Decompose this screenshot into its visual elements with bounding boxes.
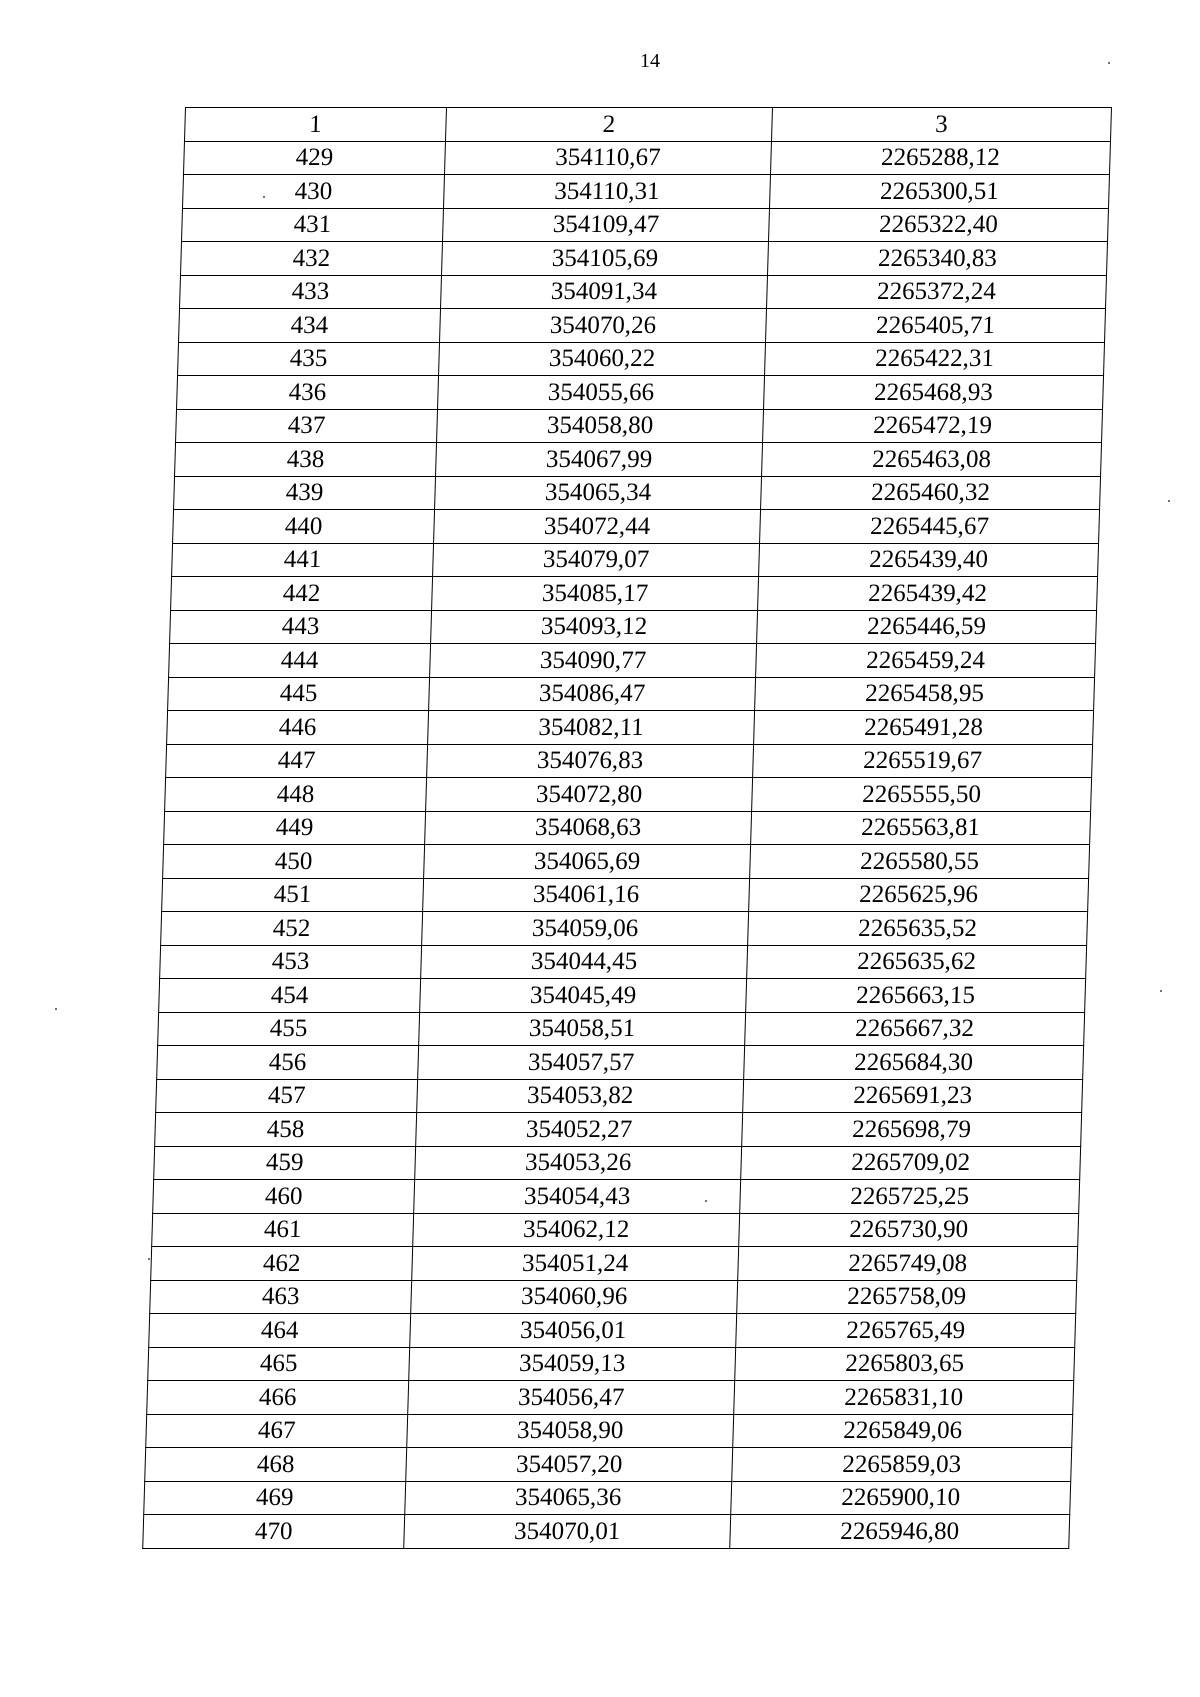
table-row: [171, 577, 1098, 611]
table-row: [151, 1247, 1078, 1281]
y-coordinate-cell: 2265340,83: [768, 242, 1108, 276]
table-row: [178, 342, 1105, 376]
table-row: [161, 912, 1088, 946]
y-coordinate-cell: 2265946,80: [730, 1515, 1070, 1549]
x-coordinate-cell: 354058,51: [419, 1012, 746, 1046]
coordinates-table-wrapper: [142, 107, 1110, 1547]
y-coordinate-cell: 2265555,50: [752, 778, 1092, 812]
scan-speck: [55, 1008, 57, 1010]
x-coordinate-cell: 354057,20: [406, 1448, 733, 1482]
point-number-cell: 439: [174, 476, 436, 510]
table-row: [144, 1481, 1071, 1515]
point-number-cell: 433: [180, 275, 442, 309]
point-number-cell: 465: [148, 1347, 410, 1381]
y-coordinate-cell: 2265491,28: [754, 711, 1094, 745]
point-number-cell: 464: [149, 1314, 411, 1348]
y-coordinate-cell: 2265300,51: [770, 175, 1110, 209]
point-number-cell: 436: [177, 376, 439, 410]
column-header: 2: [445, 108, 772, 142]
y-coordinate-cell: 2265663,15: [746, 979, 1086, 1013]
x-coordinate-cell: 354052,27: [416, 1113, 743, 1147]
x-coordinate-cell: 354058,90: [407, 1414, 734, 1448]
table-row: [160, 945, 1087, 979]
y-coordinate-cell: 2265372,24: [767, 275, 1107, 309]
y-coordinate-cell: 2265849,06: [733, 1414, 1073, 1448]
x-coordinate-cell: 354055,66: [438, 376, 765, 410]
x-coordinate-cell: 354070,01: [404, 1515, 731, 1549]
point-number-cell: 470: [143, 1515, 405, 1549]
table-row: [176, 409, 1103, 443]
page-number: 14: [640, 50, 660, 72]
point-number-cell: 457: [156, 1079, 418, 1113]
point-number-cell: 431: [182, 208, 444, 242]
table-row: [153, 1180, 1080, 1214]
table-row: [167, 711, 1094, 745]
point-number-cell: 463: [150, 1280, 412, 1314]
x-coordinate-cell: 354065,69: [424, 845, 751, 879]
x-coordinate-cell: 354061,16: [423, 878, 750, 912]
x-coordinate-cell: 354070,26: [440, 309, 767, 343]
x-coordinate-cell: 354059,06: [422, 912, 749, 946]
table-row: [168, 677, 1095, 711]
table-row: [179, 309, 1106, 343]
point-number-cell: 458: [155, 1113, 417, 1147]
table-body: [143, 141, 1111, 1548]
x-coordinate-cell: 354090,77: [430, 644, 757, 678]
table-row: [152, 1213, 1079, 1247]
y-coordinate-cell: 2265459,24: [756, 644, 1096, 678]
scan-speck: [1108, 62, 1110, 64]
table-row: [149, 1314, 1076, 1348]
point-number-cell: 435: [178, 342, 440, 376]
y-coordinate-cell: 2265468,93: [764, 376, 1104, 410]
y-coordinate-cell: 2265730,90: [739, 1213, 1079, 1247]
table-row: [173, 510, 1100, 544]
column-header: 1: [184, 108, 446, 142]
point-number-cell: 442: [171, 577, 433, 611]
point-number-cell: 466: [147, 1381, 409, 1415]
table-row: [166, 744, 1093, 778]
y-coordinate-cell: 2265322,40: [769, 208, 1109, 242]
x-coordinate-cell: 354065,34: [435, 476, 762, 510]
table-row: [145, 1448, 1072, 1482]
table-row: [154, 1146, 1081, 1180]
point-number-cell: 432: [181, 242, 443, 276]
point-number-cell: 430: [183, 175, 445, 209]
scan-speck: [705, 1200, 707, 1202]
y-coordinate-cell: 2265635,62: [747, 945, 1087, 979]
y-coordinate-cell: 2265439,42: [758, 577, 1098, 611]
table-row: [159, 979, 1086, 1013]
point-number-cell: 447: [166, 744, 428, 778]
table-row: [181, 242, 1108, 276]
point-number-cell: 455: [158, 1012, 420, 1046]
x-coordinate-cell: 354044,45: [421, 945, 748, 979]
point-number-cell: 454: [159, 979, 421, 1013]
table-row: [170, 610, 1097, 644]
table-row: [164, 811, 1091, 845]
y-coordinate-cell: 2265691,23: [743, 1079, 1083, 1113]
x-coordinate-cell: 354054,43: [414, 1180, 741, 1214]
y-coordinate-cell: 2265831,10: [734, 1381, 1074, 1415]
x-coordinate-cell: 354110,67: [444, 141, 771, 175]
point-number-cell: 429: [183, 141, 445, 175]
column-header: 3: [771, 108, 1111, 142]
y-coordinate-cell: 2265445,67: [760, 510, 1100, 544]
point-number-cell: 453: [160, 945, 422, 979]
x-coordinate-cell: 354072,80: [426, 778, 753, 812]
x-coordinate-cell: 354057,57: [418, 1046, 745, 1080]
x-coordinate-cell: 354056,01: [410, 1314, 737, 1348]
y-coordinate-cell: 2265463,08: [762, 443, 1102, 477]
x-coordinate-cell: 354053,82: [417, 1079, 744, 1113]
point-number-cell: 449: [164, 811, 426, 845]
point-number-cell: 461: [152, 1213, 414, 1247]
x-coordinate-cell: 354067,99: [436, 443, 763, 477]
x-coordinate-cell: 354110,31: [444, 175, 771, 209]
point-number-cell: 456: [157, 1046, 419, 1080]
table-row: [157, 1046, 1084, 1080]
y-coordinate-cell: 2265803,65: [735, 1347, 1075, 1381]
table-row: [146, 1414, 1073, 1448]
y-coordinate-cell: 2265859,03: [732, 1448, 1072, 1482]
x-coordinate-cell: 354105,69: [442, 242, 769, 276]
x-coordinate-cell: 354060,96: [411, 1280, 738, 1314]
table-row: [165, 778, 1092, 812]
point-number-cell: 434: [179, 309, 441, 343]
y-coordinate-cell: 2265422,31: [765, 342, 1105, 376]
point-number-cell: 448: [165, 778, 427, 812]
point-number-cell: 459: [154, 1146, 416, 1180]
x-coordinate-cell: 354079,07: [433, 543, 760, 577]
y-coordinate-cell: 2265709,02: [741, 1146, 1081, 1180]
x-coordinate-cell: 354059,13: [409, 1347, 736, 1381]
y-coordinate-cell: 2265749,08: [738, 1247, 1078, 1281]
point-number-cell: 443: [170, 610, 432, 644]
x-coordinate-cell: 354086,47: [429, 677, 756, 711]
scan-speck: [1160, 990, 1162, 992]
table-row: [177, 376, 1104, 410]
scan-speck: [1168, 500, 1170, 502]
x-coordinate-cell: 354072,44: [434, 510, 761, 544]
y-coordinate-cell: 2265900,10: [731, 1481, 1071, 1515]
table-row: [169, 644, 1096, 678]
y-coordinate-cell: 2265472,19: [763, 409, 1103, 443]
table-row: [156, 1079, 1083, 1113]
point-number-cell: 437: [176, 409, 438, 443]
x-coordinate-cell: 354051,24: [412, 1247, 739, 1281]
y-coordinate-cell: 2265519,67: [753, 744, 1093, 778]
y-coordinate-cell: 2265439,40: [759, 543, 1099, 577]
y-coordinate-cell: 2265635,52: [748, 912, 1088, 946]
x-coordinate-cell: 354082,11: [428, 711, 755, 745]
y-coordinate-cell: 2265667,32: [745, 1012, 1085, 1046]
x-coordinate-cell: 354060,22: [439, 342, 766, 376]
point-number-cell: 440: [173, 510, 435, 544]
point-number-cell: 438: [175, 443, 437, 477]
table-row: [158, 1012, 1085, 1046]
y-coordinate-cell: 2265563,81: [751, 811, 1091, 845]
x-coordinate-cell: 354091,34: [441, 275, 768, 309]
table-row: [183, 141, 1110, 175]
point-number-cell: 468: [145, 1448, 407, 1482]
y-coordinate-cell: 2265446,59: [757, 610, 1097, 644]
x-coordinate-cell: 354076,83: [427, 744, 754, 778]
scan-speck: [148, 1258, 150, 1260]
point-number-cell: 445: [168, 677, 430, 711]
table-row: [162, 878, 1089, 912]
table-row: [143, 1515, 1070, 1549]
y-coordinate-cell: 2265288,12: [770, 141, 1110, 175]
x-coordinate-cell: 354062,12: [413, 1213, 740, 1247]
point-number-cell: 467: [146, 1414, 408, 1448]
point-number-cell: 452: [161, 912, 423, 946]
y-coordinate-cell: 2265405,71: [766, 309, 1106, 343]
y-coordinate-cell: 2265460,32: [761, 476, 1101, 510]
point-number-cell: 444: [169, 644, 431, 678]
x-coordinate-cell: 354068,63: [425, 811, 752, 845]
table-row: [174, 476, 1101, 510]
y-coordinate-cell: 2265698,79: [742, 1113, 1082, 1147]
x-coordinate-cell: 354085,17: [432, 577, 759, 611]
scan-speck: [263, 196, 265, 198]
table-row: [163, 845, 1090, 879]
point-number-cell: 446: [167, 711, 429, 745]
table-row: [155, 1113, 1082, 1147]
table-row: [172, 543, 1099, 577]
y-coordinate-cell: 2265684,30: [744, 1046, 1084, 1080]
table-row: [150, 1280, 1077, 1314]
point-number-cell: 462: [151, 1247, 413, 1281]
coordinates-table: [142, 107, 1112, 1549]
x-coordinate-cell: 354056,47: [408, 1381, 735, 1415]
x-coordinate-cell: 354065,36: [405, 1481, 732, 1515]
y-coordinate-cell: 2265458,95: [755, 677, 1095, 711]
table-row: [180, 275, 1107, 309]
table-header-row: [184, 108, 1111, 142]
table-row: [175, 443, 1102, 477]
table-row: [148, 1347, 1075, 1381]
x-coordinate-cell: 354093,12: [431, 610, 758, 644]
y-coordinate-cell: 2265725,25: [740, 1180, 1080, 1214]
x-coordinate-cell: 354045,49: [420, 979, 747, 1013]
x-coordinate-cell: 354053,26: [415, 1146, 742, 1180]
y-coordinate-cell: 2265580,55: [750, 845, 1090, 879]
y-coordinate-cell: 2265625,96: [749, 878, 1089, 912]
y-coordinate-cell: 2265758,09: [737, 1280, 1077, 1314]
y-coordinate-cell: 2265765,49: [736, 1314, 1076, 1348]
point-number-cell: 451: [162, 878, 424, 912]
x-coordinate-cell: 354058,80: [437, 409, 764, 443]
point-number-cell: 450: [163, 845, 425, 879]
x-coordinate-cell: 354109,47: [443, 208, 770, 242]
point-number-cell: 441: [172, 543, 434, 577]
point-number-cell: 460: [153, 1180, 415, 1214]
table-row: [183, 175, 1110, 209]
table-row: [182, 208, 1109, 242]
point-number-cell: 469: [144, 1481, 406, 1515]
table-row: [147, 1381, 1074, 1415]
